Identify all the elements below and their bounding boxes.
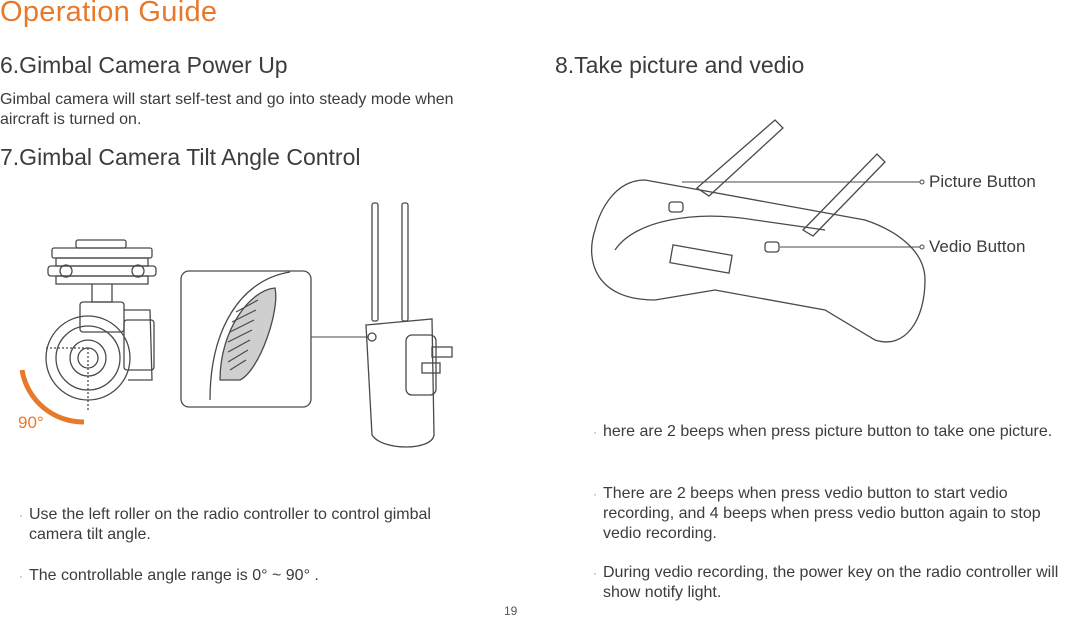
capture-bullet-3 [593,563,1078,603]
bullet-marker: · [19,508,23,522]
capture-bullet-1 [593,422,1078,442]
bullet-marker: · [19,569,23,583]
capture-bullet-2 [593,484,1078,544]
picture-button-callout: Picture Button [929,172,1036,191]
tilt-bullet-text: Use the left roller on the radio controller to control gimbal camera tilt angle. [29,506,431,543]
bullet-marker: · [593,487,597,501]
tilt-bullet-text: The controllable angle range is 0° ~ 90° . [29,567,319,584]
page-title: Operation Guide [0,0,218,28]
capture-bullet-text: There are 2 beeps when press vedio button to start vedio recording, and 4 beeps when press vedio button again to stop vedio recording. [603,485,1041,542]
tilt-angle-label: 90° [18,413,44,432]
capture-bullet-text: During vedio recording, the power key on the radio controller will show notify light. [603,564,1059,601]
video-button-callout: Vedio Button [929,237,1026,256]
power-up-description: Gimbal camera will start self-test and go into steady mode when aircraft is turned on. [0,91,454,128]
section-heading-tilt: 7.Gimbal Camera Tilt Angle Control [0,144,361,170]
bullet-marker: · [593,425,597,439]
section-heading-capture: 8.Take picture and vedio [555,52,805,78]
page-number: 19 [504,604,518,618]
bullet-marker: · [593,566,597,580]
capture-bullet-text: here are 2 beeps when press picture button to take one picture. [603,423,1053,440]
section-heading-power-up: 6.Gimbal Camera Power Up [0,52,288,78]
